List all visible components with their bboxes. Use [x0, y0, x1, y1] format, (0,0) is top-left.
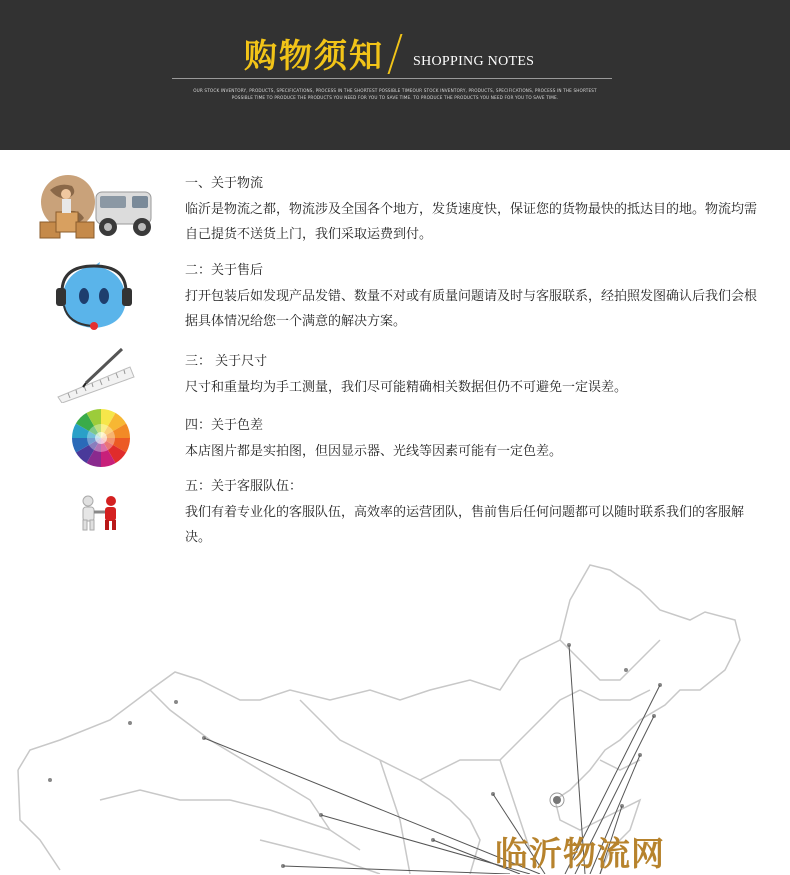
- banner-divider-slash: [388, 34, 403, 74]
- banner-fine-print-1: OUR STOCK INVENTORY, PRODUCTS, SPECIFICATIONS, PROCESS IN THE SHORTEST POSSIBLE TIMEOUR STOCK INVENTORY, PRODUCTS, SPECIFICATIONS, PROCESS IN THE SHORTEST: [193, 88, 597, 93]
- map-caption: 临沂物流网: [495, 837, 665, 873]
- color-wheel-icon: [71, 408, 131, 468]
- note-after-sales: [185, 262, 760, 334]
- note-heading: 五：关于客服队伍：: [185, 479, 303, 494]
- note-dimensions: [185, 353, 760, 400]
- customer-service-headset-icon: [54, 262, 134, 334]
- banner-subtitle: SHOPPING NOTES: [413, 54, 535, 69]
- note-heading: 一、关于物流: [185, 176, 264, 191]
- note-body: 尺寸和重量均为手工测量，我们尽可能精确相关数据但仍不可避免一定误差。: [185, 380, 628, 395]
- note-heading: 三： 关于尺寸: [185, 354, 268, 369]
- note-heading: 二：关于售后: [185, 263, 264, 278]
- note-customer-service-team: [185, 478, 760, 550]
- delivery-truck-icon: [36, 172, 166, 247]
- ruler-pen-icon: [56, 345, 136, 403]
- note-logistics: [185, 175, 760, 247]
- note-body: 我们有着专业化的客服队伍，高效率的运营团队，售前售后任何问题都可以随时联系我们的客服解决。: [185, 505, 745, 545]
- china-map-icon: [0, 555, 790, 874]
- note-body: 打开包装后如发现产品发错、数量不对或有质量问题请及时与客服联系，经拍照发图确认后我们会根据具体情况给您一个满意的解决方案。: [185, 289, 758, 329]
- header-banner: [0, 0, 790, 150]
- note-color-difference: [185, 417, 760, 464]
- banner-title: 购物须知: [244, 36, 384, 75]
- note-heading: 四：关于色差: [185, 418, 264, 433]
- handshake-figures-icon: [78, 494, 122, 532]
- note-body: 临沂是物流之都，物流涉及全国各个地方，发货速度快，保证您的货物最快的抵达目的地。物流均需自己提货不送货上门，我们采取运费到付。: [185, 202, 758, 242]
- banner-fine-print-2: POSSIBLE TIME TO PRODUCE THE PRODUCTS YOU NEED FOR YOU TO SAVE TIME. TO PRODUCE THE PRODUCTS YOU NEED FOR YOU TO SAVE TIME.: [231, 95, 559, 100]
- note-body: 本店图片都是实拍图，但因显示器、光线等因素可能有一定色差。: [185, 444, 563, 459]
- banner-rule: [172, 78, 612, 79]
